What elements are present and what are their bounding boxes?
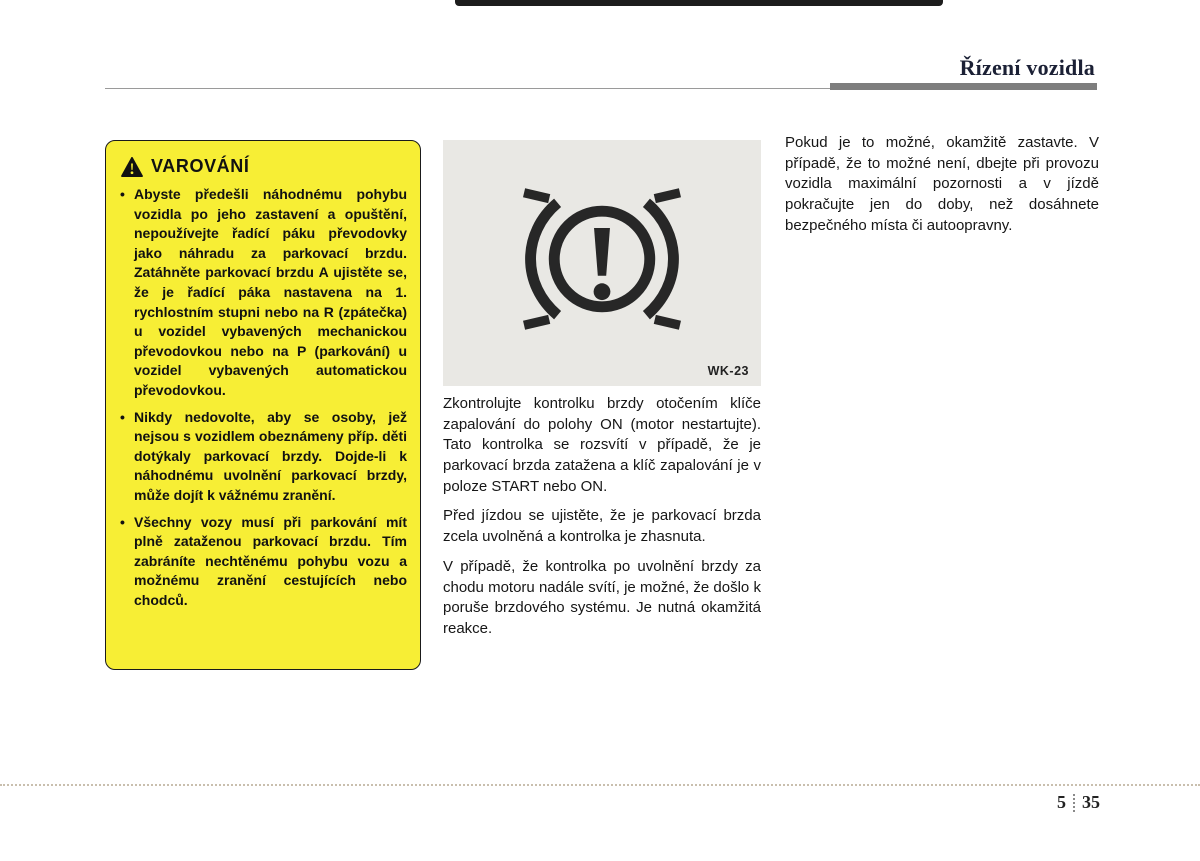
warning-title-row	[121, 156, 407, 177]
body-paragraph: Zkontrolujte kontrolku brzdy otočením klíče zapalování do polohy ON (motor nestartujte). Tato kontrolka se rozsvítí v případě, že je parkovací brzda zatažena a klíč zapalování je v poloze START nebo ON.	[443, 395, 761, 495]
bottom-dotted-rule	[0, 784, 1200, 786]
body-paragraph: Před jízdou se ujistěte, že je parkovací brzda zcela uvolněná a kontrolka je zhasnuta.	[443, 507, 761, 546]
body-paragraph: V případě, že kontrolka po uvolnění brzdy za chodu motoru nadále svítí, je možné, že došlo k poruše brzdového systému. Je nutná okamžitá reakce.	[443, 557, 761, 637]
warning-bullet: • Všechny vozy musí při parkování mít plně zataženou parkovací brzdu. Tím zabráníte nechtěnému pohybu vozu a možnému zranění cestujících nebo chodců.	[119, 513, 407, 611]
warning-box	[105, 140, 421, 670]
warning-title: VAROVÁNÍ	[151, 156, 250, 176]
body-paragraph: Pokud je to možné, okamžitě zastavte. V případě, že to možné není, dbejte při provozu vozidla maximální pozornosti a v jízdě pokračujte jen do doby, než dosáhnete bezpečného místa či autoopravny.	[785, 134, 1099, 234]
right-column	[785, 133, 1099, 245]
page-number-separator	[1073, 794, 1075, 812]
header-rule-bar	[830, 83, 1097, 90]
brake-warning-lamp-icon	[476, 179, 728, 347]
figure-caption: WK-23	[707, 364, 749, 378]
middle-column	[443, 394, 761, 649]
warning-bullet: • Abyste předešli náhodnému pohybu vozidla po jeho zastavení a opuštění, nepoužívejte řadící páku převodovky jako náhradu za parkovací brzdu. Zatáhněte parkovací brzdu A ujistěte se, že je řadící páka nastavena na 1. rychlostním stupni nebo na R (zpátečka) u vozidel vybavených mechanickou převodovkou nebo na P (parkování) u vozidel vybavených automatickou převodovkou.	[119, 185, 407, 401]
section-number: 5	[1057, 792, 1066, 812]
warning-bullet: • Nikdy nedovolte, aby se osoby, jež nejsou s vozidlem obeznámeny příp. děti dotýkaly parkovací brzdy. Dojde-li k náhodnému uvolnění parkovací brzdy, může dojít k vážnému zranění.	[119, 408, 407, 506]
page-title: Řízení vozidla	[959, 55, 1095, 80]
warning-triangle-icon	[121, 157, 143, 177]
figure-box	[443, 140, 761, 386]
top-crop-bar	[455, 0, 943, 6]
page-number-value: 35	[1082, 792, 1100, 812]
warning-list	[119, 185, 407, 610]
page-number	[1057, 792, 1100, 813]
